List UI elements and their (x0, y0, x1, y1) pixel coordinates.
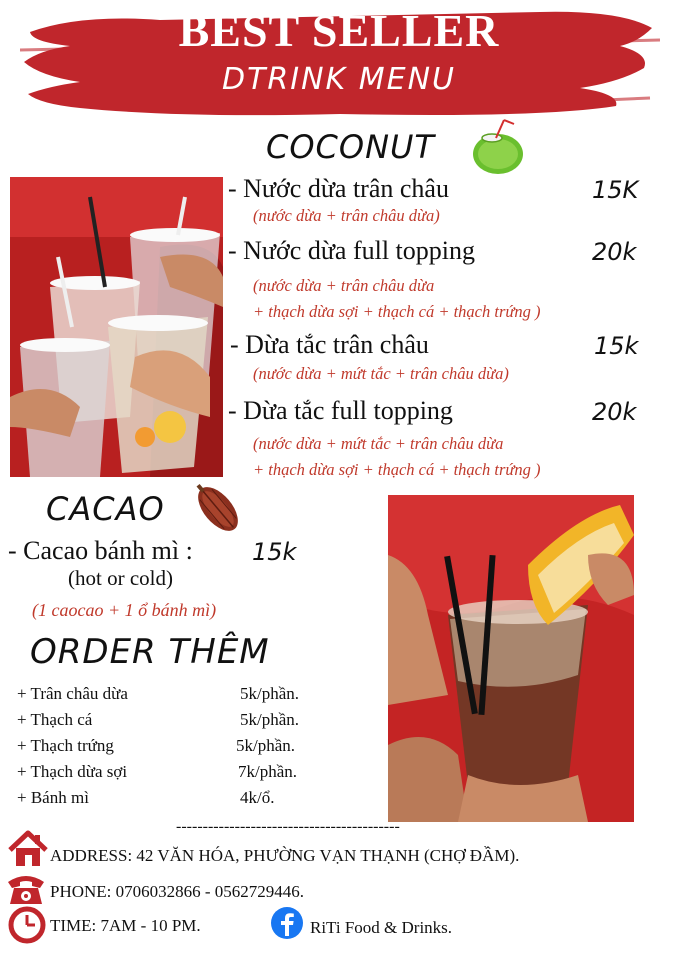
coconut-item-1-name: - Nước dừa trân châu (228, 174, 449, 203)
cacao-item-name: - Cacao bánh mì : (8, 536, 193, 565)
cacao-drink-photo (388, 495, 634, 822)
extra-item-3-price: 5k/phần. (236, 736, 296, 755)
coconut-item-4-price: 20k (592, 398, 637, 426)
coconut-item-2-name: - Nước dừa full topping (228, 236, 475, 265)
clock-icon (8, 906, 46, 944)
extra-item-5-price: 4k/ổ. (240, 788, 275, 807)
coconut-heading: COCONUT (266, 128, 435, 166)
coconut-item-3-desc: (nước dừa + mứt tắc + trân châu dừa) (253, 364, 509, 383)
extra-item-4-name: + Thạch dừa sợi (17, 762, 128, 781)
coconut-item-2-desc-line-1: (nước dừa + trân châu dừa (253, 276, 435, 295)
header-title: BEST SELLER (178, 5, 500, 56)
cacao-heading: CACAO (46, 490, 165, 528)
coconut-item-4-name: - Dừa tắc full topping (228, 396, 453, 425)
coconut-icon (470, 118, 526, 176)
extra-item-2-name: + Thạch cá (17, 710, 93, 729)
cacao-note: (hot or cold) (68, 566, 173, 590)
extra-item-2-price: 5k/phần. (240, 710, 300, 729)
coconut-item-2-price: 20k (592, 238, 637, 266)
cacao-pod-icon (186, 478, 250, 540)
coconut-item-2-desc-line-2: + thạch dừa sợi + thạch cá + thạch trứng ) (253, 302, 541, 321)
extra-item-3-name: + Thạch trứng (17, 736, 114, 755)
phone-icon (6, 872, 46, 906)
home-icon (8, 830, 48, 868)
coconut-item-4-desc-line-1: (nước dừa + mứt tắc + trân châu dừa (253, 434, 504, 453)
extra-item-4-price: 7k/phần. (238, 762, 298, 781)
extra-item-1-price: 5k/phần. (240, 684, 300, 703)
coconut-item-3-name: - Dừa tắc trân châu (230, 330, 429, 359)
coconut-item-4-desc-line-2: + thạch dừa sợi + thạch cá + thạch trứng ) (253, 460, 541, 479)
address-text: ADDRESS: 42 VĂN HÓA, PHƯỜNG VẠN THẠNH (CHỢ ĐẦM). (50, 846, 520, 865)
coconut-item-1-price: 15K (592, 176, 639, 204)
header-subtitle: DTRINK MENU (221, 62, 456, 97)
facebook-icon[interactable] (270, 906, 304, 940)
extras-heading: ORDER THÊM (30, 632, 270, 672)
extra-item-5-name: + Bánh mì (17, 788, 89, 807)
footer-divider: ------------------------------------------ (176, 818, 400, 835)
phone-text: PHONE: 0706032866 - 0562729446. (50, 882, 305, 901)
facebook-page-name[interactable]: RiTi Food & Drinks. (310, 918, 453, 937)
cacao-item-price: 15k (252, 538, 297, 566)
coconut-item-1-desc: (nước dừa + trân châu dừa) (253, 206, 440, 225)
coconut-item-3-price: 15k (594, 332, 639, 360)
extra-item-1-name: + Trân châu dừa (17, 684, 128, 703)
cacao-desc: (1 caocao + 1 ổ bánh mì) (32, 600, 217, 620)
coconut-drinks-photo (10, 177, 223, 477)
time-text: TIME: 7AM - 10 PM. (50, 916, 201, 935)
